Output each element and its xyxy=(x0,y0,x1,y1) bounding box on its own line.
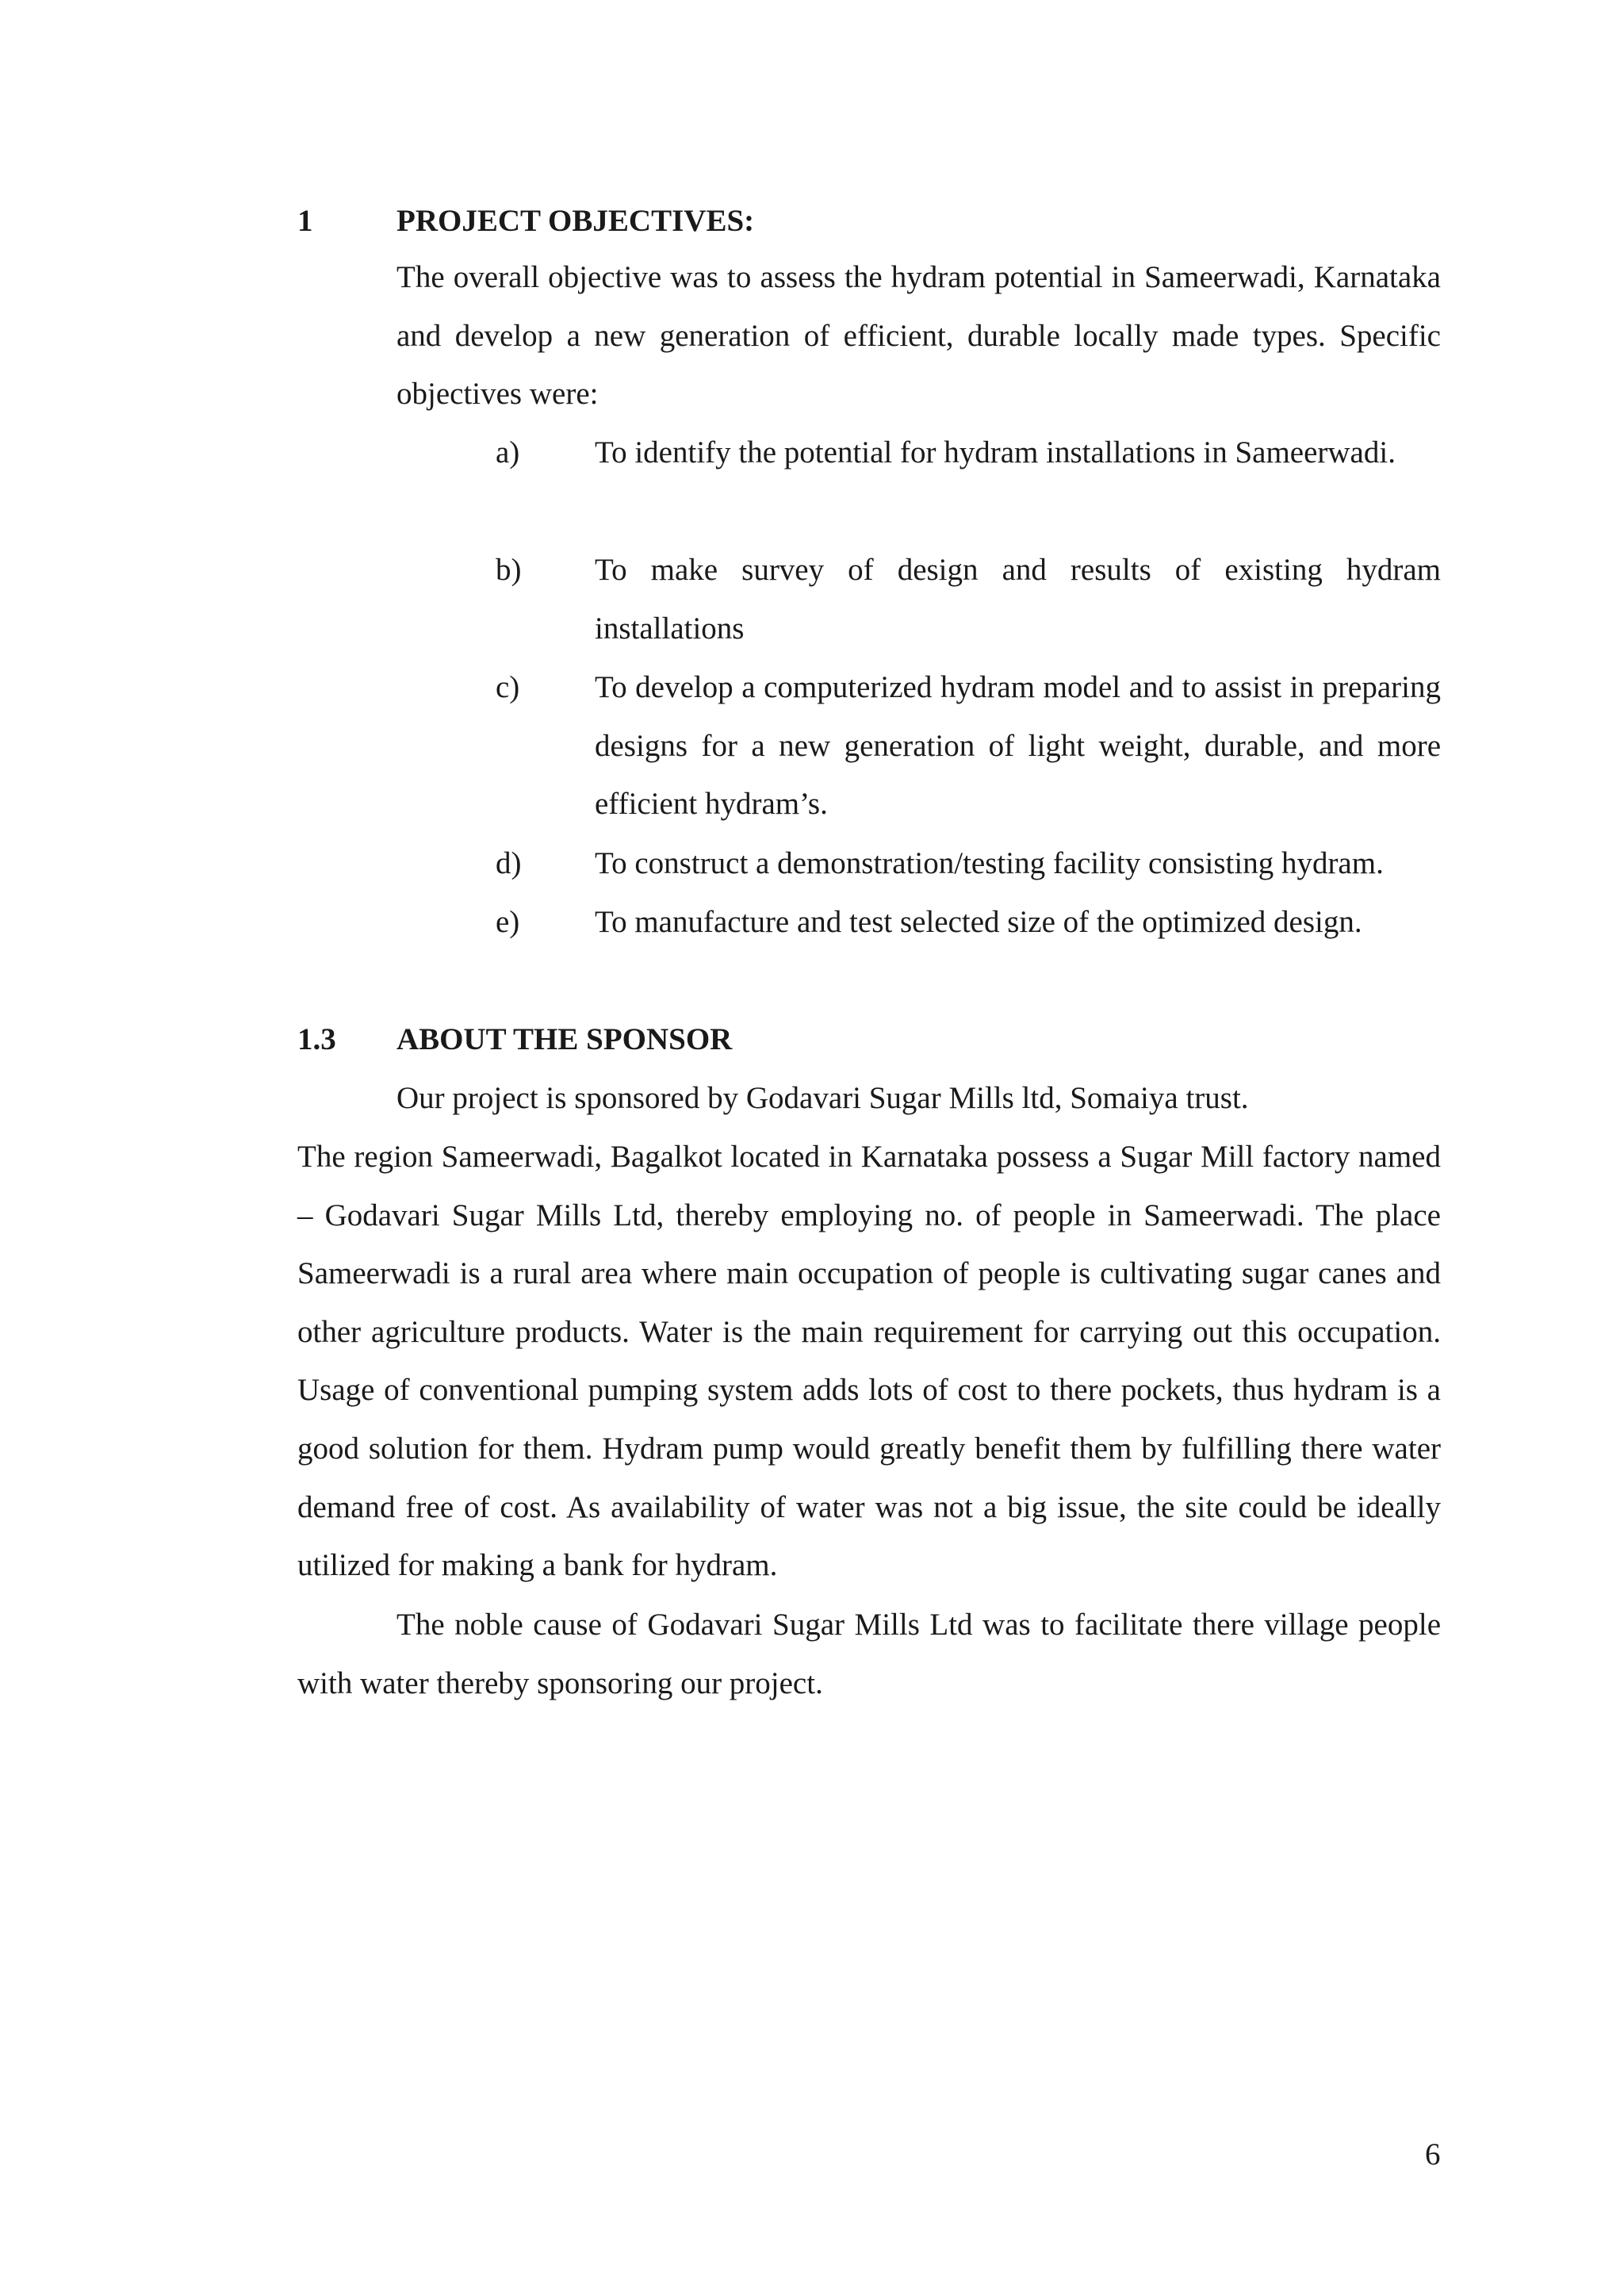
objectives-intro-paragraph: The overall objective was to assess the hydram potential in Sameerwadi, Karnataka and develop a new generation of efficient, durable locally made types. Specific objectives were: xyxy=(396,260,1441,412)
section-heading-about-sponsor xyxy=(297,1010,932,1069)
list-marker: e) xyxy=(496,905,520,939)
section-title: PROJECT OBJECTIVES: xyxy=(396,204,755,238)
list-item-text: To identify the potential for hydram installations in Sameerwadi. xyxy=(595,435,1396,470)
section-number: 1 xyxy=(297,204,313,238)
list-marker: c) xyxy=(496,670,520,704)
list-item xyxy=(496,834,1441,893)
list-item-text: To develop a computerized hydram model and to assist in preparing designs for a new generation of light weight, durable, and more efficient hydram’s. xyxy=(595,670,1441,822)
list-item xyxy=(496,424,1441,541)
list-marker: a) xyxy=(496,435,520,470)
sponsor-paragraph-1: Our project is sponsored by Godavari Sugar Mills ltd, Somaiya trust. xyxy=(396,1081,1249,1115)
list-item xyxy=(496,541,1441,658)
page-number: 6 xyxy=(1425,2137,1441,2171)
list-item-text: To construct a demonstration/testing facility consisting hydram. xyxy=(595,846,1384,880)
sponsor-paragraph-3: The noble cause of Godavari Sugar Mills Ltd was to facilitate there village people with water thereby sponsoring our project. xyxy=(297,1608,1441,1700)
list-item-text: To manufacture and test selected size of the optimized design. xyxy=(595,905,1362,939)
section-title: ABOUT THE SPONSOR xyxy=(396,1022,733,1056)
section-number: 1.3 xyxy=(297,1022,336,1056)
sponsor-paragraph-2: The region Sameerwadi, Bagalkot located in Karnataka possess a Sugar Mill factory named – Godavari Sugar Mills Ltd, thereby employing no. of people in Sameerwadi. The place Sameerwadi is a rural area where main occupation of people is cultivating sugar canes and other agriculture products. Water is the main requirement for carrying out this occupation. Usage of conventional pumping system adds lots of cost to there pockets, thus hydram is a good solution for them. Hydram pump would greatly benefit them by fulfilling there water demand free of cost. As availability of water was not a big issue, the site could be ideally utilized for making a bank for hydram. xyxy=(297,1140,1441,1583)
list-item-text: To make survey of design and results of existing hydram installations xyxy=(595,553,1441,646)
section-heading-project-objectives xyxy=(297,192,932,251)
list-item xyxy=(496,658,1441,834)
list-marker: d) xyxy=(496,846,522,880)
list-item xyxy=(496,893,1441,952)
list-marker: b) xyxy=(496,553,522,587)
